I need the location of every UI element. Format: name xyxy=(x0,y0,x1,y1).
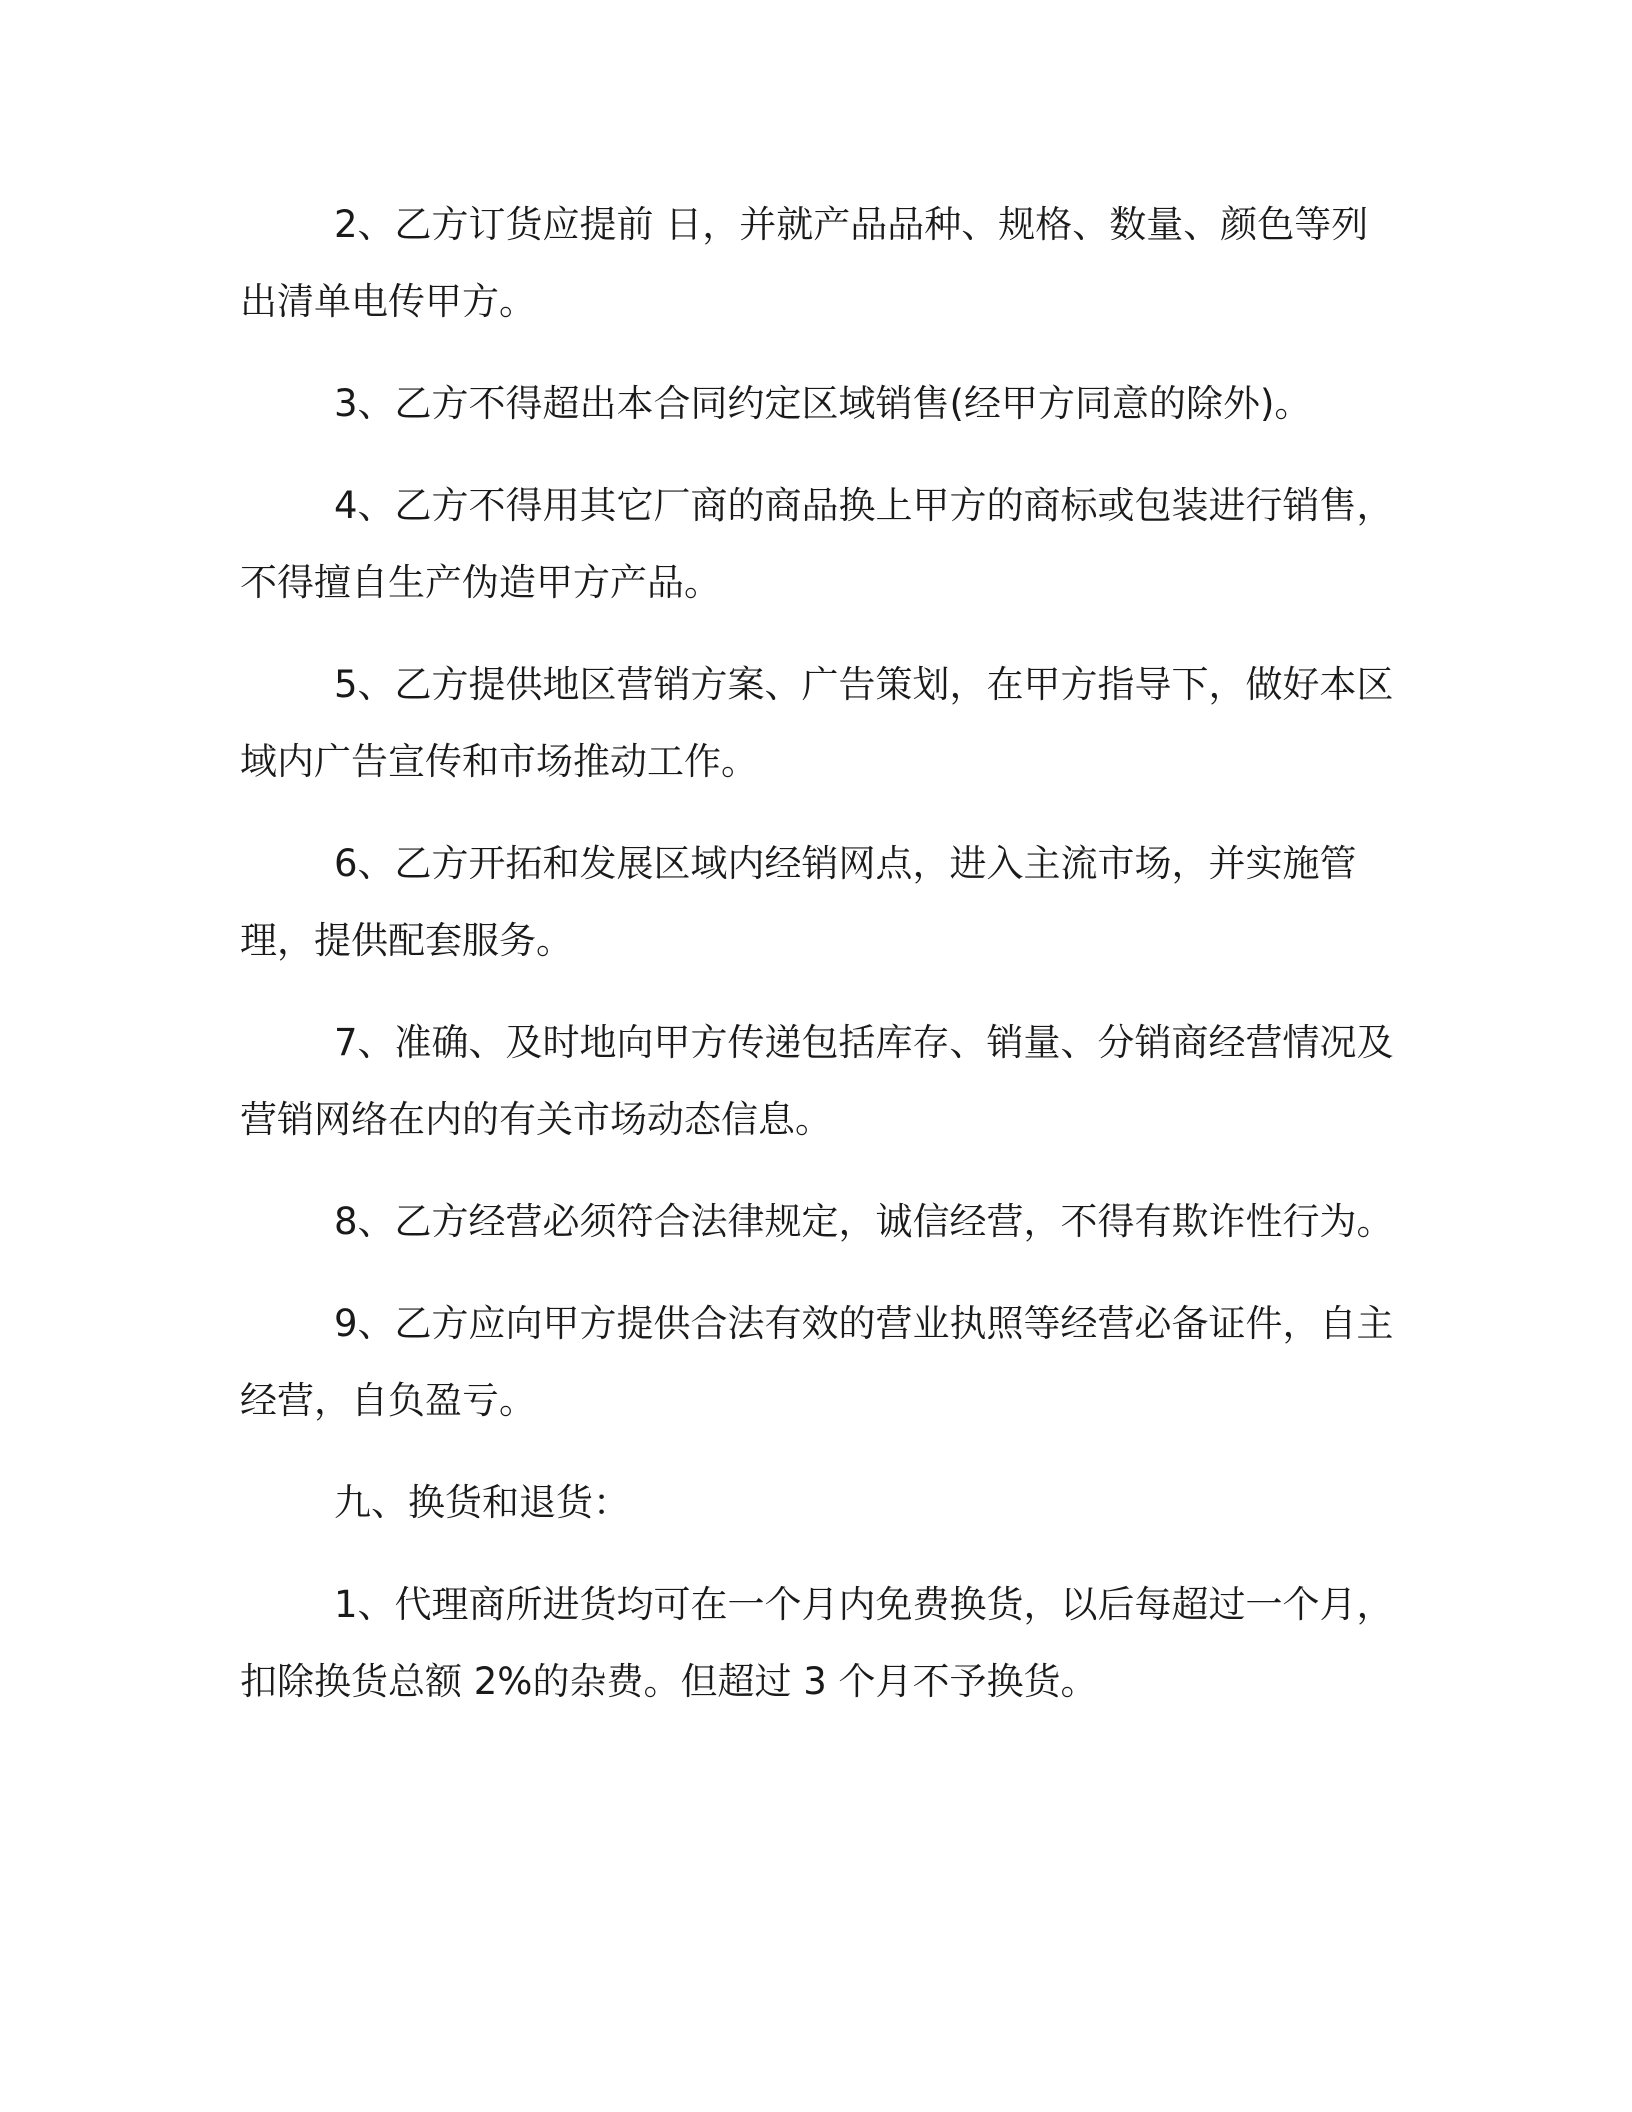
clause-8: 8、乙方经营必须符合法律规定，诚信经营，不得有欺诈性行为。 xyxy=(334,1200,1394,1243)
clause-6: 6、乙方开拓和发展区域内经销网点，进入主流市场，并实施管理，提供配套服务。 xyxy=(240,842,1357,962)
clause-9: 9、乙方应向甲方提供合法有效的营业执照等经营必备证件，自主经营，自负盈亏。 xyxy=(240,1302,1394,1422)
document-body xyxy=(240,186,1400,1745)
clause-7: 7、准确、及时地向甲方传递包括库存、销量、分销商经营情况及营销网络在内的有关市场动态信息。 xyxy=(240,1021,1394,1141)
clause-5: 5、乙方提供地区营销方案、广告策划，在甲方指导下，做好本区域内广告宣传和市场推动工作。 xyxy=(240,663,1394,783)
clause-2: 2、乙方订货应提前 日，并就产品品种、规格、数量、颜色等列出清单电传甲方。 xyxy=(240,203,1369,323)
section-heading-exchange-return: 九、换货和退货： xyxy=(334,1481,630,1524)
clause-3: 3、乙方不得超出本合同约定区域销售(经甲方同意的除外)。 xyxy=(334,382,1312,425)
exchange-clause-1: 1、代理商所进货均可在一个月内免费换货，以后每超过一个月，扣除换货总额 2%的杂费。但超过 3 个月不予换货。 xyxy=(240,1583,1394,1703)
clause-4: 4、乙方不得用其它厂商的商品换上甲方的商标或包装进行销售，不得擅自生产伪造甲方产品。 xyxy=(240,484,1394,604)
